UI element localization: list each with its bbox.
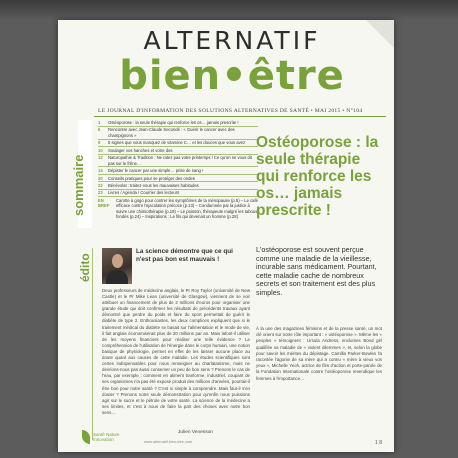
masthead-title-bottom: bien•être [119, 53, 345, 99]
magazine-cover [58, 20, 394, 452]
sommaire-label: sommaire [71, 154, 86, 216]
toc-item: 9 5 signes que vous manquez de vitamine C… et les douces que vous avez [98, 140, 246, 146]
page-number: 1 8 [375, 440, 382, 446]
masthead-subtitle: LE JOURNAL D'INFORMATION DES SOLUTIONS ALTERNATIVES DE SANTÉ • MAI 2015 • N°104 [98, 108, 363, 114]
edito-signature: Julien Venesson [178, 430, 213, 435]
toc-item: 23 Livres / Agenda / Courrier des lecteurs [98, 190, 180, 196]
logo-line-1: Santé Nature [93, 431, 120, 437]
toc-item: 12 Naturopathie & Tradition : Ne ratez pas votre printemps ! Ce qu'on ne vous dit pas sur le frêne… [98, 155, 252, 166]
toc-item: 10 Soulager vos hanches et votre dos [98, 147, 173, 153]
table-of-contents [98, 120, 258, 219]
publisher-logo [82, 430, 120, 444]
toc-item: 20 Conseils pratiques pour se protéger des ondes [98, 175, 195, 181]
edito-body: Deux professeurs de médecine anglais, le Pr Roy Taylor (université de New Castle) et le Pr Mike Lean (université de Glasgow), viennent de se voir attribuer un financement de plus de 2 millions d'euros pour organiser une grande étude qui doit confirmer les résultats de précédents travaux ayant démontré que perdre du poids et faire du sport permettait de guérir le diabète de type 2. Enthousiastes, les deux complices expliquent que si le traitement médical du diabète se basait sur l'alimentation et le mode de vie, il fait anglais économiserait plus de 20 millions par an. Mais lafont-il utiliser de les moyens financiers pour réaliser une telle évidence ? Le compréhension de l'utilisation de l'énergie dans le corps humain, une notion basique de physiologie, permet en effet de les laisser aucune place au doute quant aux causes de cette maladie. Les études scientifiques sont certes indispensables pour nous renseigner au charlatanisme, mais ne devrions-nous pas aussi conserver un peu de bon sens ? Prenons le cas de l'eau, par exemple : comment en aliment tranforme, industriel, coupant de ses organismes n'a pas été exposé produit des millions d'années, pourrait-il être bon pour notre santé ? C'est si simple à comprendre. Mais faut-il s'en douter ? Prenons notre seule démonstration pour qu'enfin nous puissions agir sur le sucre et le pétrole de votre santé. La science de la médecine a ses limites, et c'est à nous de faire la part des choses avec notre bon sens… [102, 288, 250, 415]
cover-lead: L'ostéoporose est souvent perçue comme une maladie de la vieillesse, incurable sans médicament. Pourtant, cette maladie cache de nombreux secrets et son traitement est des plus simples. [256, 245, 377, 297]
masthead-title-top: ALTERNATIF [143, 26, 321, 55]
edito-label: édito [78, 253, 92, 282]
page-corner-fold [366, 20, 394, 48]
cover-headline: Ostéoporose : la seule thérapie qui renforce les os… jamais prescrite ! [256, 134, 379, 219]
leaf-icon [82, 430, 90, 444]
toc-item: 6 Rencontre avec Jean-Claude Secondé : « Guérir le cancer avec des champignons » [98, 127, 235, 138]
author-photo [102, 248, 132, 284]
toc-item: 22 Bénévolat : traitez-vous les mauvaises habitudes [98, 182, 199, 188]
cover-article-body: À la une des magazines féminins et de la presse santé, un mot clé orient sur notre rôle important : « ostéoporose ». Même les « peoples » témoignent : Ursula Andress, enclumes Bond girl qualifiée sa maladie de « violent dilemmes », et, selon la globe pour savoir les mérites du dépistage. Camilla Parker-Bowles l'a racontée l'agonie de sa mère qui a connu « mère à vieux vos yeux », Michelle Yeoh, actrice de film d'action et porte-parole de la Fondation Internationale contre l'ostéoporose revendique les femmes à l'importance… [256, 326, 382, 381]
toc-item: 14 Dépister le cancer par une simple… prise de sang ! [98, 168, 204, 174]
masthead-divider [94, 116, 386, 117]
toc-item-en-bref: EN BREF Carotte à gogo pour contrer les symptômes de la ménopause (p.5) – Le café efficace contre l'ejaculation précoce (p.13) – Condamnée par la justice à suivre une chimiothérapie (p.19) – Le poisson, thérapeute malgré les tabous fondés (p.24) – Inspirations : Le fils qui devenait un homme (p.28) [98, 197, 258, 219]
toc-item: 1 Ostéoporose : la seule thérapie qui renforce les os… jamais prescrite ! [98, 120, 239, 125]
edito-title: La science démontre que ce qui n'est pas bon est mauvais ! [136, 248, 233, 263]
logo-line-2: Innovation [93, 437, 114, 442]
edito-divider [92, 248, 93, 440]
table-background [0, 0, 458, 20]
footer-url: www.alternatif-bien-etre.com [144, 440, 193, 444]
